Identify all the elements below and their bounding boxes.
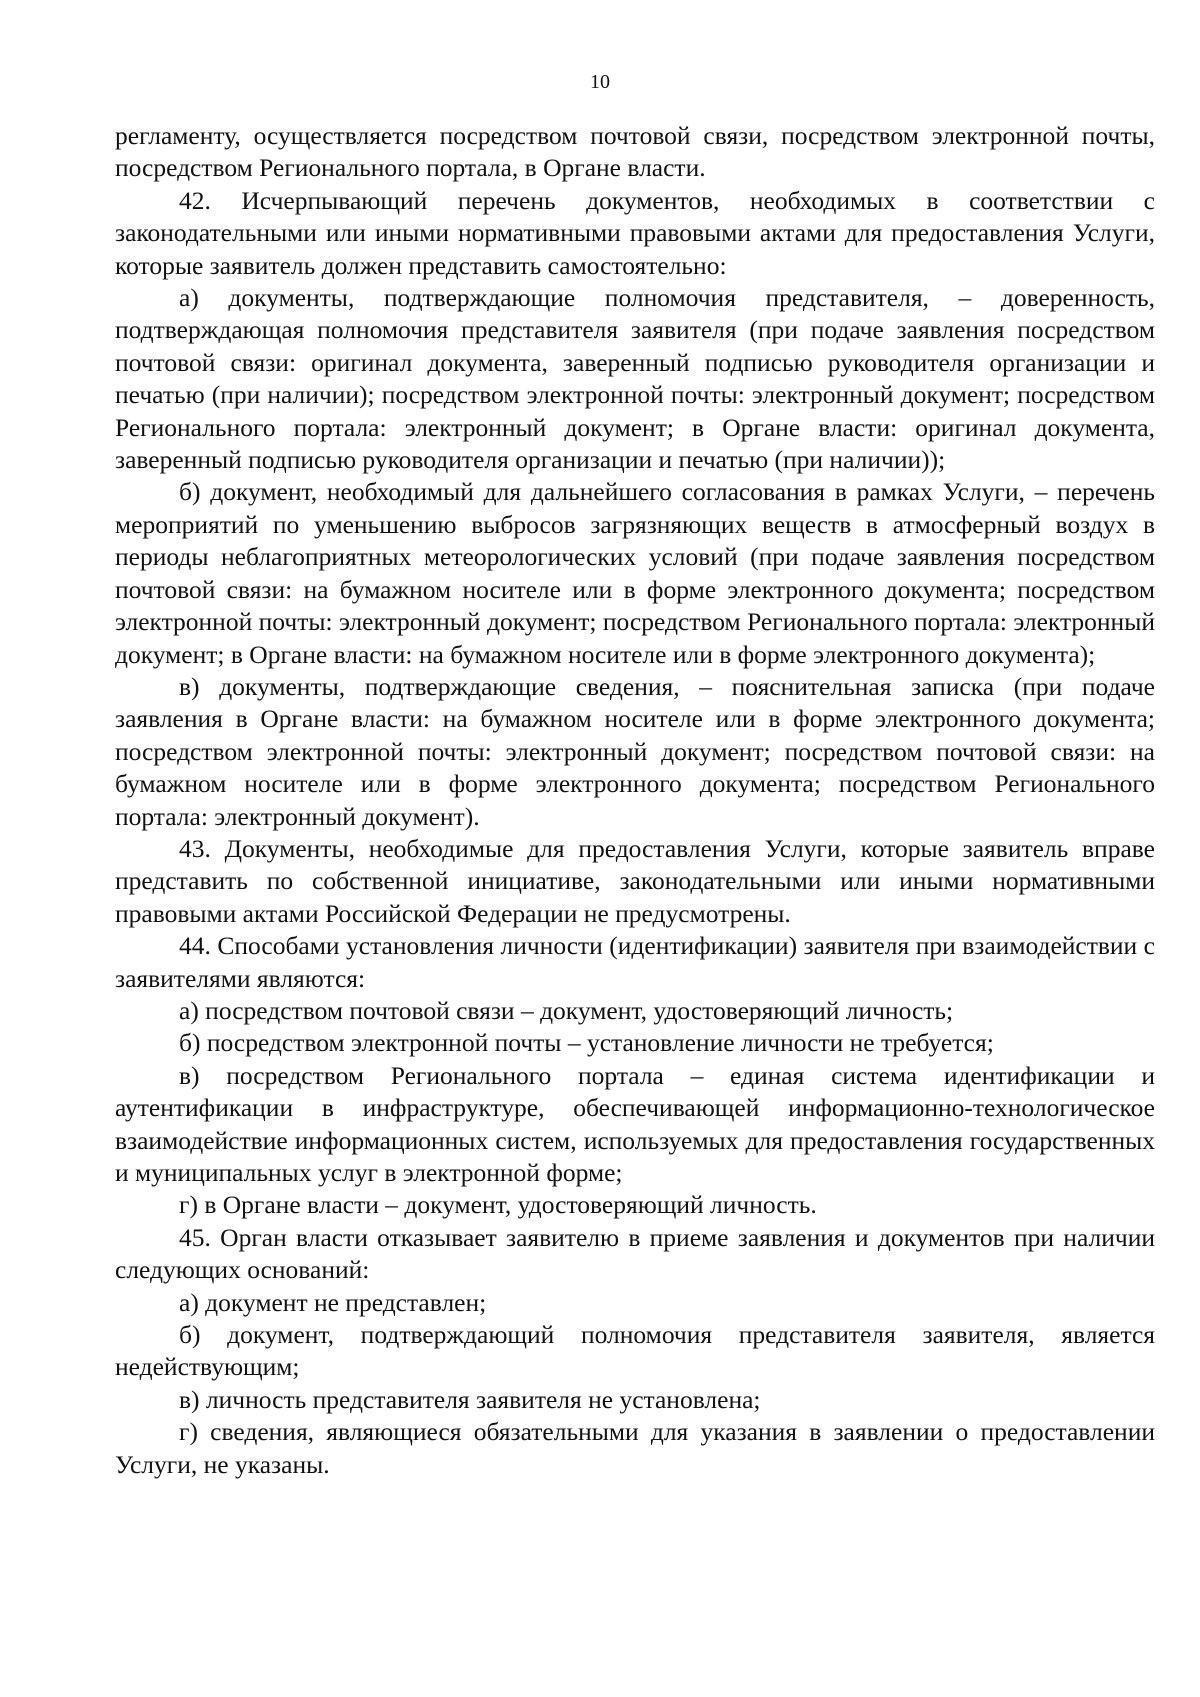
paragraph: б) документ, необходимый для дальнейшего согласования в рамках Услуги, – перечень мероприятий по уменьшению выбросов загрязняющих веществ в атмосферный воздух в периоды неблагоприятных метеорологических условий (при подаче заявления посредством почтовой связи: на бумажном носителе или в форме электронного документа; посредством электронной почты: электронный документ; посредством Регионального портала: электронный документ; в Органе власти: на бумажном носителе или в форме электронного документа);	[115, 477, 1155, 669]
paragraph: 42. Исчерпывающий перечень документов, необходимых в соответствии с законодательными или иными нормативными правовыми актами для предоставления Услуги, которые заявитель должен представить самостоятельно:	[115, 185, 1155, 280]
paragraph: в) документы, подтверждающие сведения, – пояснительная записка (при подаче заявления в Органе власти: на бумажном носителе или в форме электронного документа; посредством электронной почты: электронный документ; посредством почтовой связи: на бумажном носителе или в форме электронного документа; посредством Регионального портала: электронный документ).	[115, 671, 1155, 831]
paragraph: б) посредством электронной почты – установление личности не требуется;	[179, 1028, 994, 1058]
paragraph: 44. Способами установления личности (идентификации) заявителя при взаимодействии с заявителями являются:	[115, 931, 1155, 993]
paragraph: г) сведения, являющиеся обязательными для указания в заявлении о предоставлении Услуги, не указаны.	[115, 1417, 1155, 1479]
paragraph: в) личность представителя заявителя не установлена;	[179, 1384, 761, 1414]
paragraph: б) документ, подтверждающий полномочия представителя заявителя, является недействующим;	[115, 1320, 1155, 1382]
paragraph: а) посредством почтовой связи – документ, удостоверяющий личность;	[179, 995, 954, 1025]
paragraph: а) документы, подтверждающие полномочия представителя, – доверенность, подтверждающая полномочия представителя заявителя (при подаче заявления посредством почтовой связи: оригинал документа, заверенный подписью руководителя организации и печатью (при наличии); посредством электронной почты: электронный документ; посредством Регионального портала: электронный документ; в Органе власти: оригинал документа, заверенный подписью руководителя организации и печатью (при наличии));	[115, 283, 1155, 475]
paragraph: регламенту, осуществляется посредством почтовой связи, посредством электронной почты, посредством Регионального портала, в Органе власти.	[115, 121, 1155, 183]
paragraph: в) посредством Регионального портала – единая система идентификации и аутентификации в инфраструктуре, обеспечивающей информационно-технологическое взаимодействие информационных систем, используемых для предоставления государственных и муниципальных услуг в электронной форме;	[115, 1060, 1155, 1187]
page-number: 10	[590, 71, 610, 93]
paragraph: 43. Документы, необходимые для предоставления Услуги, которые заявитель вправе представить по собственной инициативе, законодательными или иными нормативными правовыми актами Российской Федерации не предусмотрены.	[115, 833, 1155, 928]
document-body	[115, 120, 1155, 1481]
paragraph: а) документ не представлен;	[179, 1287, 487, 1317]
paragraph: 45. Орган власти отказывает заявителю в приеме заявления и документов при наличии следующих оснований:	[115, 1222, 1155, 1285]
paragraph: г) в Органе власти – документ, удостоверяющий личность.	[179, 1190, 817, 1220]
